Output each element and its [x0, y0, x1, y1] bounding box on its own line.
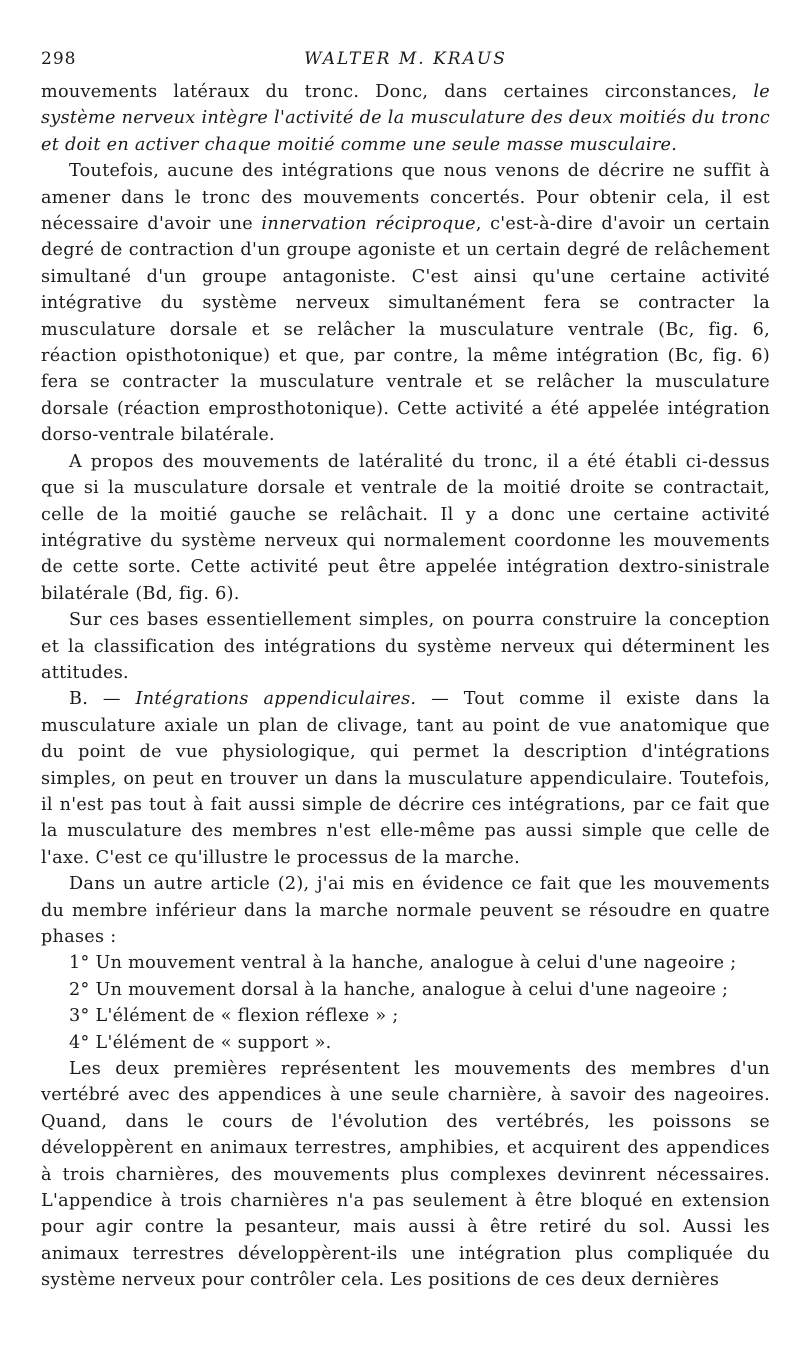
page-header — [41, 49, 770, 79]
paragraph-6: Dans un autre article (2), j'ai mis en évidence ce fait que les mouvements du membre inférieur dans la marche normale peuvent se résoudre en quatre phases : — [41, 874, 770, 947]
body-text — [41, 79, 770, 1294]
paragraph-2-emphasis: innervation réciproque — [261, 214, 476, 235]
running-head: WALTER M. KRAUS — [304, 49, 507, 69]
paragraph-2-text-a: Toutefois, aucune des intégrations que nous venons de décrire ne suffit à amener dans le tronc des mouvements concertés. Pour obtenir cela, il est nécessaire d'avoir une — [41, 161, 770, 235]
section-title: Intégrations appendiculaires. — [135, 689, 417, 710]
paragraph-7: Les deux premières représentent les mouvements des membres d'un vertébré avec des appendices à une seule charnière, à savoir des nageoires. Quand, dans le cours de l'évolution des vertébrés, les poissons se développèrent en animaux terrestres, amphibies, et acquirent des appendices à trois charnières, des mouvements plus complexes devinrent nécessaires. L'appendice à trois charnières n'a pas seulement à être bloqué en extension pour agir contre la pesanteur, mais aussi à être retiré du sol. Aussi les animaux terrestres développèrent-ils une intégration plus compliquée du système nerveux pour contrôler cela. Les positions de ces deux dernières — [41, 1059, 770, 1291]
list-item: 2° Un mouvement dorsal à la hanche, analogue à celui d'une nageoire ; — [69, 979, 729, 1000]
section-label: B. — — [69, 689, 136, 710]
paragraph-4: Sur ces bases essentiellement simples, on pourra construire la conception et la classification des intégrations du système nerveux qui déterminent les attitudes. — [41, 610, 770, 683]
paragraph-1 — [41, 79, 770, 158]
paragraph-2-text-b: , c'est-à-dire d'avoir un certain degré de contraction d'un groupe agoniste et un certain degré de relâchement simultané d'un groupe antagoniste. C'est ainsi qu'une certaine activité intégrative du système nerveux simultanément fera se contracter la musculature dorsale et se relâcher la musculature ventrale (Bc, fig. 6, réaction opisthotonique) et que, par contre, la même intégration (Bc, fig. 6) fera se contracter la musculature ventrale et se relâcher la musculature dorsale (réaction emprosthotonique). Cette activité a été appelée intégration dorso-ventrale bilatérale. — [41, 214, 770, 446]
list-item: 3° L'élément de « flexion réflexe » ; — [69, 1006, 399, 1027]
paragraph-1-text: mouvements latéraux du tronc. Donc, dans certaines circonstances, — [41, 82, 754, 102]
list-item: 1° Un mouvement ventral à la hanche, analogue à celui d'une nageoire ; — [69, 953, 737, 974]
page-number: 298 — [41, 49, 77, 69]
list-item: 4° L'élément de « support ». — [69, 1032, 332, 1053]
paragraph-3: A propos des mouvements de latéralité du tronc, il a été établi ci-dessus que si la musculature dorsale et ventrale de la moitié droite se contractait, celle de la moitié gauche se relâchait. Il y a donc une certaine activité intégrative du système nerveux qui normalement coordonne les mouvements de cette sorte. Cette activité peut être appelée intégration dextro-sinistrale bilatérale (Bd, fig. 6). — [41, 451, 770, 604]
paragraph-2 — [41, 158, 770, 448]
paragraph-5 — [41, 686, 770, 871]
paragraph-1-emphasis: le système nerveux intègre l'activité de la musculature des deux moitiés du tronc et doit en activer chaque moitié comme une seule masse musculaire. — [41, 82, 770, 155]
paragraph-5-text: — Tout comme il existe dans la musculature axiale un plan de clivage, tant au point de vue anatomique que du point de vue physiologique, qui permet la description d'intégrations simples, on peut en trouver un dans la musculature appendiculaire. Toutefois, il n'est pas tout à fait aussi simple de décrire ces intégrations, par ce fait que la musculature des membres n'est elle-même pas aussi simple que celle de l'axe. C'est ce qu'illustre le processus de la marche. — [41, 689, 770, 868]
